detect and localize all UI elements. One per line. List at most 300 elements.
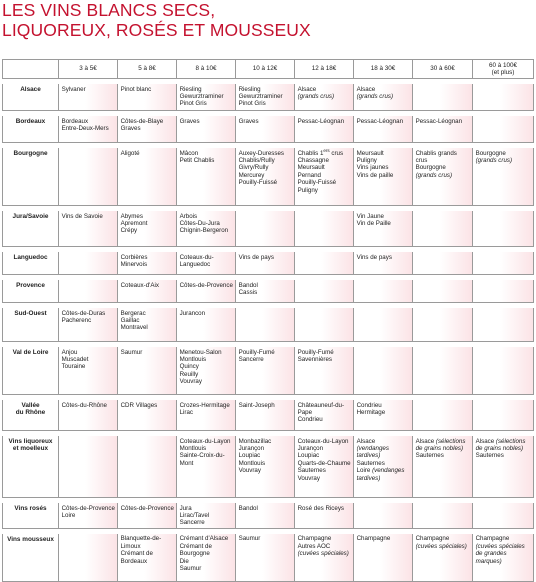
page-title-line-2: LIQUOREUX, ROSÉS ET MOUSSEUX bbox=[2, 20, 311, 40]
wine-name: Cassis bbox=[238, 289, 258, 296]
wine-name: Alsace (sélections bbox=[415, 437, 466, 445]
wine-name: Côtes-Du-Jura bbox=[179, 220, 220, 227]
wine-name: marques) bbox=[475, 557, 502, 565]
wine-name: Pessac-Léognan bbox=[297, 117, 345, 125]
wine-name: tardives) bbox=[356, 474, 381, 482]
wine-name: Arbois bbox=[179, 212, 198, 220]
wine-name: Vin Jaune bbox=[356, 212, 385, 220]
wine-cell bbox=[354, 84, 413, 111]
wine-name: Coteaux-d'Aix bbox=[120, 281, 159, 289]
wine-name: Vins de paille bbox=[356, 171, 394, 179]
wine-name: Sainte-Croix-du- bbox=[179, 452, 225, 460]
wine-name: Pacherenc bbox=[61, 317, 92, 324]
wine-name: Graves bbox=[120, 125, 141, 132]
wine-name: Montlouis bbox=[179, 356, 207, 363]
region-label-line: Provence bbox=[16, 282, 45, 289]
wine-cell bbox=[59, 436, 118, 498]
region-row bbox=[2, 148, 534, 206]
wine-cell bbox=[59, 503, 118, 529]
wine-name: Champagne bbox=[297, 535, 332, 543]
price-header-label: 8 à 10€ bbox=[195, 65, 217, 73]
wine-cell bbox=[413, 534, 473, 582]
wine-cell bbox=[59, 347, 118, 395]
wine-name: Bourgogne bbox=[179, 550, 210, 558]
wine-cell bbox=[295, 280, 354, 303]
region-row bbox=[2, 347, 534, 395]
region-label-line: Jura/Savoie bbox=[12, 213, 49, 220]
price-header-label: 3 à 5€ bbox=[79, 65, 97, 73]
wine-cell bbox=[236, 84, 295, 111]
wine-name: Crémant de bbox=[179, 542, 212, 550]
wine-name: Sylvaner bbox=[61, 85, 86, 93]
wine-name: Châteauneuf-du- bbox=[297, 401, 345, 409]
wine-name: Autres AOC bbox=[297, 542, 331, 550]
wine-name: Aligoté bbox=[120, 149, 140, 157]
wine-name: Côtes-de-Blaye bbox=[120, 117, 164, 125]
wine-cell bbox=[177, 148, 236, 206]
wine-name: Côtes-du-Rhône bbox=[61, 401, 107, 409]
wine-name: Loire (vendanges bbox=[356, 467, 405, 475]
wine-cell bbox=[236, 280, 295, 303]
wine-cell bbox=[59, 280, 118, 303]
region-row bbox=[2, 400, 534, 431]
wine-name: Pessac-Léognan bbox=[415, 117, 463, 125]
wine-name: Vins de pays bbox=[238, 253, 274, 261]
region-label bbox=[2, 84, 59, 111]
wine-cell bbox=[177, 503, 236, 529]
wine-name: Vins de pays bbox=[356, 253, 392, 261]
wine-cell bbox=[354, 308, 413, 342]
wine-cell bbox=[236, 347, 295, 395]
wine-cell bbox=[473, 400, 534, 431]
region-label-line: Sud-Ouest bbox=[14, 310, 47, 317]
region-row bbox=[2, 211, 534, 247]
wine-cell bbox=[295, 308, 354, 342]
region-row bbox=[2, 84, 534, 111]
wine-name: Meursault bbox=[356, 149, 384, 157]
price-header-label: 10 à 12€ bbox=[252, 65, 278, 73]
wine-name: Riesling bbox=[238, 85, 261, 93]
wine-cell bbox=[177, 280, 236, 303]
wine-name: Givry/Rully bbox=[238, 164, 269, 172]
region-label bbox=[2, 211, 59, 247]
wine-cell bbox=[413, 280, 473, 303]
wine-name: Lirac/Tavel bbox=[179, 512, 210, 519]
wine-name: Saumur bbox=[120, 348, 143, 356]
region-label-line: Vins mousseux bbox=[7, 535, 54, 543]
wine-name: Champagne bbox=[415, 535, 450, 543]
region-label bbox=[2, 280, 59, 303]
wine-name: Bordeaux bbox=[120, 557, 148, 565]
wine-name: Bordeaux bbox=[61, 117, 89, 125]
wine-name: Meursault bbox=[297, 164, 325, 172]
wine-cell bbox=[413, 347, 473, 395]
wine-name: Coteaux-du- bbox=[179, 253, 214, 261]
wine-cell bbox=[413, 116, 473, 143]
wine-name: Die bbox=[179, 557, 189, 565]
wine-name: Pape bbox=[297, 409, 313, 416]
wine-name: Limoux bbox=[120, 542, 141, 550]
wine-name: Condrieu bbox=[356, 401, 382, 409]
wine-name: Jurançon bbox=[238, 445, 265, 452]
wine-name: Saumur bbox=[238, 535, 261, 543]
wine-name: Abymes bbox=[120, 212, 143, 220]
wine-cell bbox=[59, 84, 118, 111]
wine-name: Corbières bbox=[120, 253, 148, 261]
wine-name: Gaillac bbox=[120, 317, 140, 324]
price-header-6 bbox=[413, 59, 473, 79]
wine-cell bbox=[236, 308, 295, 342]
wine-name: Loupiac bbox=[297, 452, 320, 460]
wine-cell bbox=[413, 84, 473, 111]
price-header-0 bbox=[59, 59, 118, 79]
wine-name: Crémant d'Alsace bbox=[179, 535, 229, 543]
wine-name: Vins de Savoie bbox=[61, 212, 103, 220]
region-label-line: Alsace bbox=[20, 86, 41, 93]
wine-name: Chablis/Rully bbox=[238, 157, 275, 164]
wine-name: Petit Chablis bbox=[179, 157, 215, 164]
wine-cell bbox=[413, 252, 473, 275]
wine-name: tardives) bbox=[356, 452, 381, 460]
wine-name: Coteaux-du-Layon bbox=[297, 437, 349, 445]
wine-cell bbox=[354, 534, 413, 582]
wine-name: Gewurztraminer bbox=[179, 93, 224, 100]
wine-name: Entre-Deux-Mers bbox=[61, 125, 109, 132]
wine-name: Jurançon bbox=[297, 445, 324, 452]
price-header-5 bbox=[354, 59, 413, 79]
wine-cell bbox=[177, 211, 236, 247]
wine-cell bbox=[354, 400, 413, 431]
wine-name: Bourgogne bbox=[475, 149, 506, 157]
region-label-line: Vallée bbox=[21, 402, 40, 409]
wine-name: Saint-Joseph bbox=[238, 401, 275, 409]
wine-cell bbox=[118, 400, 177, 431]
region-label-line: Val de Loire bbox=[12, 349, 49, 356]
wine-name: Alsace (sélections bbox=[475, 437, 526, 445]
wine-cell bbox=[118, 252, 177, 275]
wine-name: Blanquette-de- bbox=[120, 535, 162, 543]
wine-name: Pinot blanc bbox=[120, 85, 152, 93]
wine-cell bbox=[177, 400, 236, 431]
wine-name: Jura bbox=[179, 504, 192, 512]
wine-name: Crémant de bbox=[120, 550, 153, 558]
wine-cell bbox=[473, 84, 534, 111]
wine-cell bbox=[413, 308, 473, 342]
wine-name: Pouilly-Fumé bbox=[297, 348, 334, 356]
wine-name: Chablis 1ers crus bbox=[297, 147, 344, 157]
region-label-line: Vins liquoreux bbox=[8, 438, 53, 445]
wine-name: Mâcon bbox=[179, 149, 199, 157]
wine-name: Touraine bbox=[61, 363, 86, 371]
wine-name: (grands crus) bbox=[356, 93, 394, 100]
price-header-7 bbox=[473, 59, 534, 79]
wine-name: Apremont bbox=[120, 220, 148, 227]
wine-name: Sauternes bbox=[475, 452, 504, 460]
wine-cell bbox=[118, 84, 177, 111]
wine-name: CDR Villages bbox=[120, 401, 158, 409]
wine-cell bbox=[59, 400, 118, 431]
wine-name: Alsace bbox=[297, 85, 317, 93]
region-row bbox=[2, 252, 534, 275]
wine-cell bbox=[354, 347, 413, 395]
wine-name: Puligny bbox=[297, 186, 318, 194]
wine-name: Sauternes bbox=[297, 467, 326, 475]
wine-name: Saumur bbox=[179, 565, 202, 573]
wine-name: Crozes-Hermitage bbox=[179, 401, 230, 409]
wine-cell bbox=[59, 211, 118, 247]
wine-cell bbox=[118, 116, 177, 143]
wine-name: Hermitage bbox=[356, 409, 386, 416]
wine-name: Graves bbox=[179, 117, 200, 125]
wine-name: Menetou-Salon bbox=[179, 348, 222, 356]
region-label bbox=[2, 436, 59, 498]
wine-cell bbox=[59, 534, 118, 582]
wine-cell bbox=[59, 148, 118, 206]
wine-cell bbox=[59, 252, 118, 275]
price-header-4 bbox=[295, 59, 354, 79]
region-label bbox=[2, 148, 59, 206]
wine-cell bbox=[473, 211, 534, 247]
price-header-label: (et plus) bbox=[491, 69, 515, 76]
wine-cell bbox=[236, 436, 295, 498]
region-label bbox=[2, 400, 59, 431]
wine-name: Minervois bbox=[120, 261, 148, 268]
wine-name: Pouilly-Fuissé bbox=[238, 179, 278, 187]
region-row bbox=[2, 534, 534, 582]
wine-cell bbox=[177, 534, 236, 582]
wine-cell bbox=[118, 211, 177, 247]
wine-name: de grandes bbox=[475, 550, 507, 558]
wine-name: Bandol bbox=[238, 504, 258, 512]
wine-name: (grands crus) bbox=[415, 171, 453, 179]
wine-name: Chassagne bbox=[297, 157, 329, 164]
wine-name: Côtes-de-Duras bbox=[61, 309, 106, 317]
price-header-label: 18 à 30€ bbox=[370, 65, 396, 73]
wine-name: (cuvées spéciales bbox=[475, 542, 525, 550]
page-title bbox=[2, 0, 311, 40]
wine-name: Pessac-Léognan bbox=[356, 117, 404, 125]
region-label-line: et moelleux bbox=[12, 445, 49, 453]
wine-cell bbox=[236, 211, 295, 247]
wine-cell bbox=[118, 280, 177, 303]
price-header-label: 12 à 18€ bbox=[311, 65, 337, 73]
region-label-line: du Rhône bbox=[15, 409, 46, 417]
wine-name: Vouvray bbox=[179, 378, 202, 386]
wine-name: Gewurztraminer bbox=[238, 93, 283, 100]
wine-name: Alsace bbox=[356, 437, 376, 445]
wine-cell bbox=[177, 84, 236, 111]
wine-name: Quarts-de-Chaume bbox=[297, 459, 351, 467]
wine-name: Condrieu bbox=[297, 416, 323, 424]
wine-name: Puligny bbox=[356, 157, 377, 164]
wine-name: Pernand bbox=[297, 171, 321, 179]
wine-cell bbox=[295, 84, 354, 111]
region-row bbox=[2, 280, 534, 303]
wine-price-table bbox=[2, 59, 534, 582]
wine-cell bbox=[473, 347, 534, 395]
price-header-3 bbox=[236, 59, 295, 79]
wine-name: crus bbox=[415, 157, 428, 164]
wine-cell bbox=[354, 148, 413, 206]
wine-cell bbox=[473, 308, 534, 342]
wine-cell bbox=[177, 252, 236, 275]
wine-cell bbox=[295, 211, 354, 247]
wine-cell bbox=[236, 400, 295, 431]
wine-cell bbox=[354, 503, 413, 529]
wine-name: Côtes-de-Provence bbox=[61, 504, 115, 512]
wine-name: Chablis grands bbox=[415, 149, 457, 157]
wine-name: Sauternes bbox=[356, 459, 385, 467]
wine-cell bbox=[236, 503, 295, 529]
wine-name: (grands crus) bbox=[475, 157, 513, 164]
wine-name: Côtes-de-Provence bbox=[179, 281, 233, 289]
wine-name: Rosé des Riceys bbox=[297, 504, 345, 512]
region-label-line: Bordeaux bbox=[15, 118, 46, 125]
wine-name: Muscadet bbox=[61, 356, 89, 363]
wine-name: Mont bbox=[179, 459, 194, 467]
wine-name: Sancerre bbox=[238, 356, 264, 363]
wine-name: (vendanges bbox=[356, 445, 389, 452]
region-label-line: Languedoc bbox=[13, 254, 48, 261]
wine-name: Vouvray bbox=[297, 474, 320, 482]
wine-name: Auxey-Duresses bbox=[238, 149, 284, 157]
wine-name: (cuvées spéciales) bbox=[297, 550, 349, 558]
wine-name: Vouvray bbox=[238, 467, 261, 475]
wine-cell bbox=[295, 116, 354, 143]
wine-cell bbox=[118, 347, 177, 395]
wine-cell bbox=[295, 534, 354, 582]
header-corner-cell bbox=[2, 59, 59, 79]
wine-cell bbox=[59, 116, 118, 143]
wine-name: Vins jaunes bbox=[356, 164, 389, 172]
region-label bbox=[2, 347, 59, 395]
wine-name: Savennières bbox=[297, 356, 332, 363]
wine-name: Champagne bbox=[356, 535, 391, 543]
region-row bbox=[2, 436, 534, 498]
wine-name: Crépy bbox=[120, 227, 138, 235]
price-header-label: 30 à 60€ bbox=[430, 65, 455, 73]
wine-cell bbox=[118, 503, 177, 529]
wine-cell bbox=[118, 436, 177, 498]
region-label-line: Bourgogne bbox=[13, 150, 48, 157]
price-header-label: 60 à 100€ bbox=[488, 61, 517, 69]
wine-cell bbox=[236, 534, 295, 582]
region-row bbox=[2, 308, 534, 342]
wine-name: Pinot Gris bbox=[179, 100, 207, 108]
wine-name: Sauternes bbox=[415, 452, 444, 460]
wine-cell bbox=[118, 534, 177, 582]
wine-name: Anjou bbox=[61, 348, 78, 356]
wine-cell bbox=[236, 148, 295, 206]
wine-name: Montlouis bbox=[179, 445, 207, 452]
wine-name: Pouilly-Fumé bbox=[238, 348, 275, 356]
wine-cell bbox=[473, 503, 534, 529]
region-label bbox=[2, 534, 59, 582]
wine-cell bbox=[473, 280, 534, 303]
wine-cell bbox=[413, 400, 473, 431]
price-header-2 bbox=[177, 59, 236, 79]
wine-name: Languedoc bbox=[179, 261, 211, 268]
wine-name: de grains nobles) bbox=[475, 445, 524, 452]
wine-name: Lirac bbox=[179, 409, 194, 416]
wine-name: Loire bbox=[61, 512, 76, 519]
wine-name: Bourgogne bbox=[415, 164, 446, 172]
wine-cell bbox=[354, 211, 413, 247]
wine-cell bbox=[413, 503, 473, 529]
wine-cell bbox=[413, 211, 473, 247]
region-label-line: Vins rosés bbox=[14, 505, 47, 512]
wine-cell bbox=[354, 436, 413, 498]
wine-cell bbox=[473, 436, 534, 498]
wine-name: Montravel bbox=[120, 324, 148, 332]
wine-cell bbox=[473, 148, 534, 206]
wine-table-body bbox=[2, 79, 534, 582]
wine-cell bbox=[413, 436, 473, 498]
wine-name: Riesling bbox=[179, 85, 202, 93]
wine-cell bbox=[295, 436, 354, 498]
wine-cell bbox=[236, 252, 295, 275]
wine-cell bbox=[177, 436, 236, 498]
wine-name: Alsace bbox=[356, 85, 376, 93]
wine-cell bbox=[354, 280, 413, 303]
wine-name: Sancerre bbox=[179, 519, 205, 527]
wine-cell bbox=[354, 116, 413, 143]
wine-cell bbox=[473, 534, 534, 582]
wine-name: Bergerac bbox=[120, 309, 146, 317]
wine-name: Quincy bbox=[179, 363, 199, 371]
wine-cell bbox=[177, 347, 236, 395]
wine-cell bbox=[295, 347, 354, 395]
wine-cell bbox=[59, 308, 118, 342]
wine-cell bbox=[354, 252, 413, 275]
wine-cell bbox=[118, 308, 177, 342]
wine-cell bbox=[118, 148, 177, 206]
wine-name: (cuvées spéciales) bbox=[415, 542, 467, 550]
region-label bbox=[2, 503, 59, 529]
wine-name: Coteaux-du-Layon bbox=[179, 437, 231, 445]
wine-cell bbox=[236, 116, 295, 143]
region-row bbox=[2, 503, 534, 529]
wine-name: Graves bbox=[238, 117, 259, 125]
wine-cell bbox=[473, 252, 534, 275]
wine-cell bbox=[295, 400, 354, 431]
wine-name: Bandol bbox=[238, 281, 258, 289]
region-label bbox=[2, 252, 59, 275]
region-label bbox=[2, 116, 59, 143]
wine-name: Vin de Paille bbox=[356, 220, 391, 227]
wine-cell bbox=[295, 252, 354, 275]
wine-cell bbox=[413, 148, 473, 206]
wine-name: (grands crus) bbox=[297, 93, 335, 100]
wine-name: Monbazillac bbox=[238, 437, 272, 445]
price-header-label: 5 à 8€ bbox=[138, 65, 156, 73]
wine-name: Pouilly-Fuissé bbox=[297, 179, 337, 187]
price-header-1 bbox=[118, 59, 177, 79]
region-label bbox=[2, 308, 59, 342]
wine-name: Montlouis bbox=[238, 459, 266, 467]
wine-cell bbox=[295, 148, 354, 206]
wine-name: Loupiac bbox=[238, 452, 261, 460]
wine-name: Jurancon bbox=[179, 309, 206, 317]
wine-name: Côtes-de-Provence bbox=[120, 504, 174, 512]
wine-cell bbox=[177, 308, 236, 342]
wine-cell bbox=[177, 116, 236, 143]
wine-name: Reuilly bbox=[179, 370, 199, 378]
wine-name: Champagne bbox=[475, 535, 510, 543]
price-header-row bbox=[2, 59, 534, 79]
region-row bbox=[2, 116, 534, 143]
wine-cell bbox=[473, 116, 534, 143]
